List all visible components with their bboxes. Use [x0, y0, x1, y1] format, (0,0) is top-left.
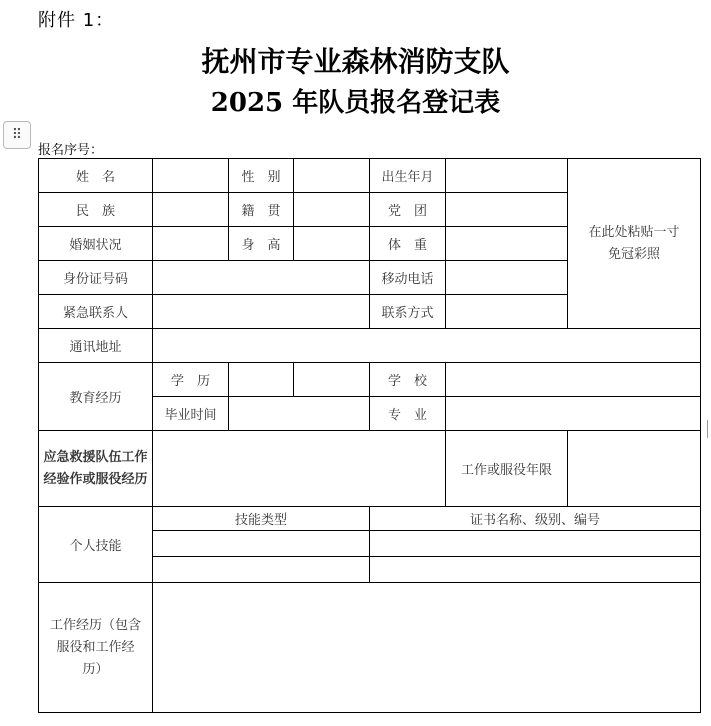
label-rescue-experience: 应急救援队伍工作经验作或服役经历: [39, 431, 153, 507]
field-mobile[interactable]: [446, 261, 568, 295]
field-school[interactable]: [446, 363, 701, 397]
label-grad-time: 毕业时间: [153, 397, 229, 431]
field-grad-time[interactable]: [229, 397, 370, 431]
label-id-number: 身份证号码: [39, 261, 153, 295]
label-edu-level: 学 历: [153, 363, 229, 397]
label-weight: 体 重: [370, 227, 446, 261]
label-party: 党 团: [370, 193, 446, 227]
label-birth: 出生年月: [370, 159, 446, 193]
registration-form-table: [38, 158, 701, 713]
field-skill-type-2[interactable]: [153, 557, 370, 583]
field-native-place[interactable]: [294, 193, 370, 227]
field-gender[interactable]: [294, 159, 370, 193]
field-service-years[interactable]: [568, 431, 701, 507]
label-work-history: 工作经历（包含服役和工作经历）: [39, 583, 153, 713]
field-rescue-experience[interactable]: [153, 431, 446, 507]
label-contact-method: 联系方式: [370, 295, 446, 329]
field-edu-level[interactable]: [229, 363, 294, 397]
field-height[interactable]: [294, 227, 370, 261]
photo-area[interactable]: 在此处粘贴一寸免冠彩照: [568, 159, 701, 329]
label-gender: 性 别: [229, 159, 294, 193]
label-skills: 个人技能: [39, 507, 153, 583]
field-work-history[interactable]: [153, 583, 701, 713]
field-birth[interactable]: [446, 159, 568, 193]
field-name[interactable]: [153, 159, 229, 193]
label-address: 通讯地址: [39, 329, 153, 363]
label-emergency-contact: 紧急联系人: [39, 295, 153, 329]
field-emergency-contact[interactable]: [153, 295, 370, 329]
label-certificate: 证书名称、级别、编号: [370, 507, 701, 531]
field-major[interactable]: [446, 397, 701, 431]
field-skill-type-1[interactable]: [153, 531, 370, 557]
field-certificate-2[interactable]: [370, 557, 701, 583]
label-ethnicity: 民 族: [39, 193, 153, 227]
field-certificate-1[interactable]: [370, 531, 701, 557]
field-id-number[interactable]: [153, 261, 370, 295]
label-mobile: 移动电话: [370, 261, 446, 295]
field-marital[interactable]: [153, 227, 229, 261]
label-height: 身 高: [229, 227, 294, 261]
attachment-label: 附件 1：: [38, 10, 115, 31]
title-line-1: 抚州市专业森林消防支队: [201, 45, 510, 78]
table-drag-handle-icon[interactable]: ⠿: [3, 121, 31, 149]
serial-number-label: 报名序号：: [38, 143, 104, 158]
field-weight[interactable]: [446, 227, 568, 261]
field-party[interactable]: [446, 193, 568, 227]
label-marital: 婚姻状况: [39, 227, 153, 261]
text-cursor: [707, 420, 708, 438]
label-school: 学 校: [370, 363, 446, 397]
field-address[interactable]: [153, 329, 701, 363]
label-skill-type: 技能类型: [153, 507, 370, 531]
title-line-2: 2025 年队员报名登记表: [210, 88, 501, 118]
label-name: 姓 名: [39, 159, 153, 193]
label-major: 专 业: [370, 397, 446, 431]
field-edu-level-extra[interactable]: [294, 363, 370, 397]
field-ethnicity[interactable]: [153, 193, 229, 227]
label-education: 教育经历: [39, 363, 153, 431]
label-service-years: 工作或服役年限: [446, 431, 568, 507]
label-native-place: 籍 贯: [229, 193, 294, 227]
field-contact-method[interactable]: [446, 295, 568, 329]
